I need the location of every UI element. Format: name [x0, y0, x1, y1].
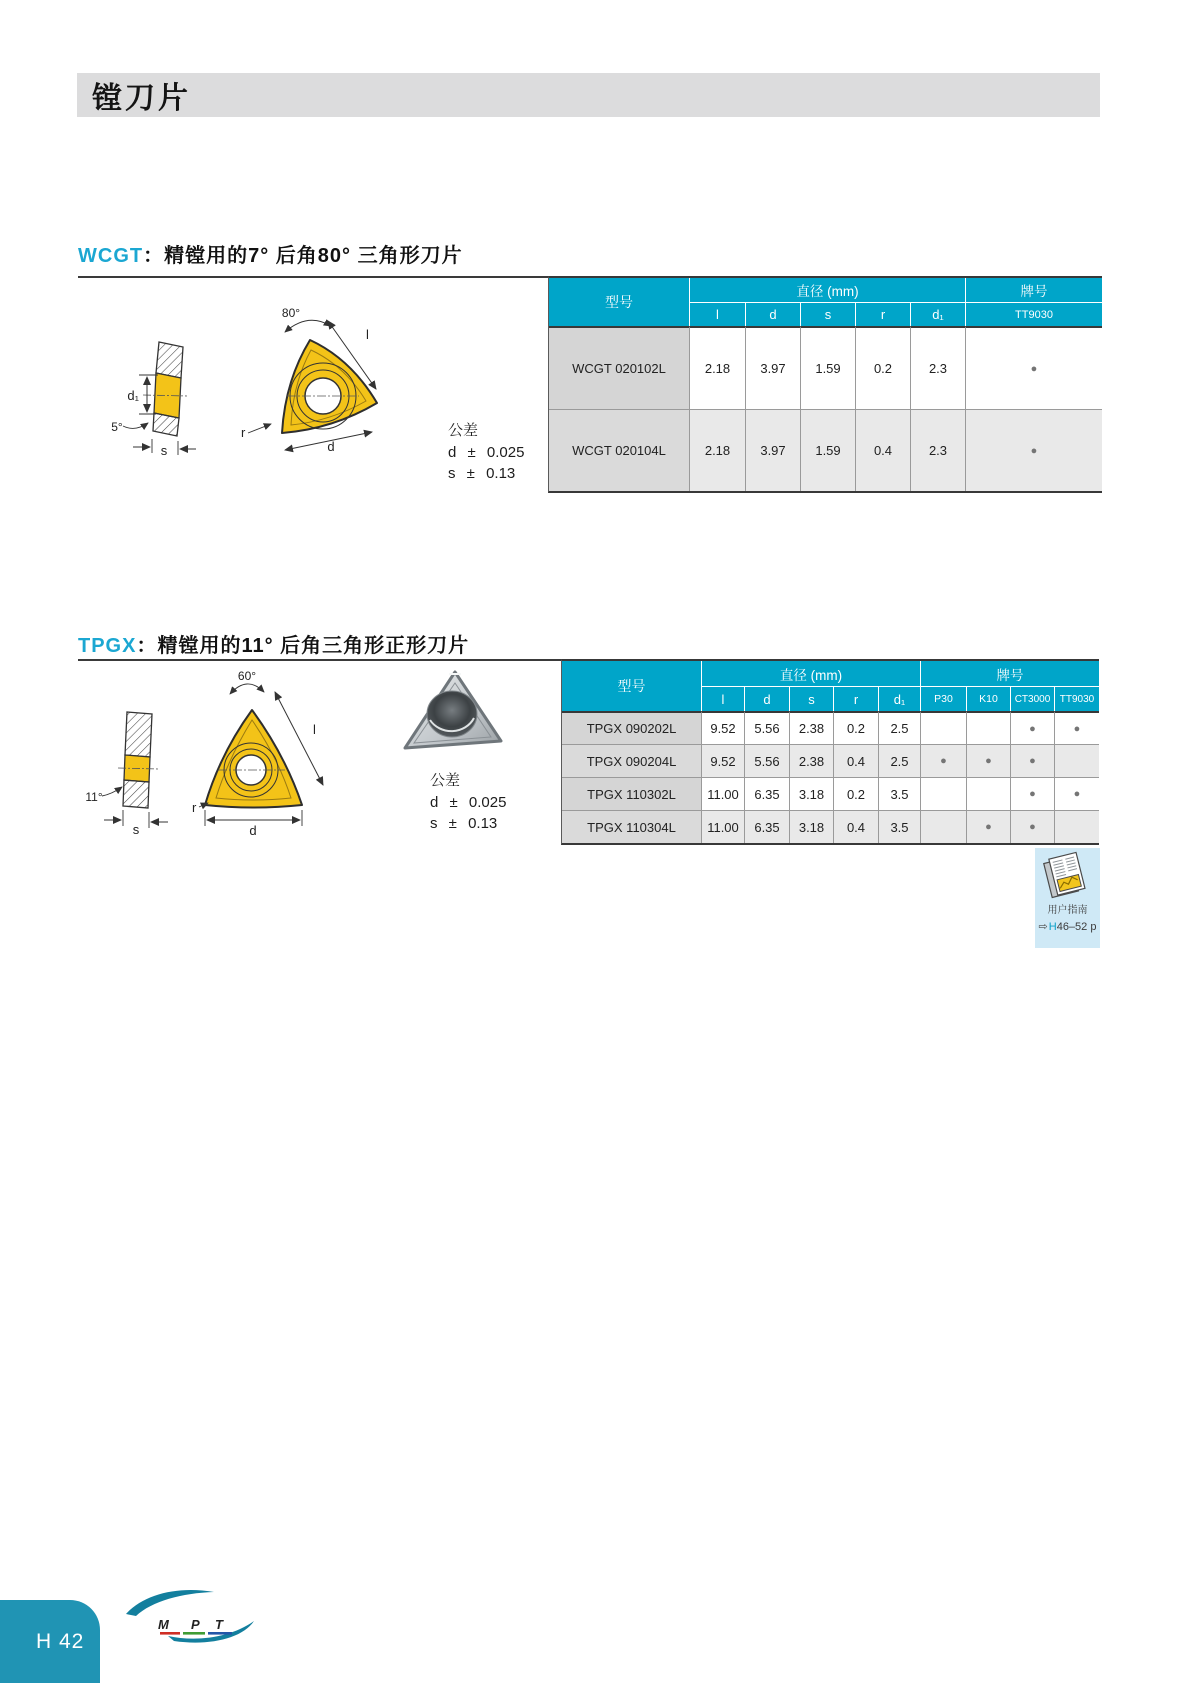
tpgx-series-code: TPGX	[78, 635, 137, 657]
table-cell: 6.35	[745, 777, 790, 810]
tpgx-col-k10: K10	[967, 687, 1011, 711]
table-cell: 0.4	[856, 409, 911, 491]
tpgx-col-p30: P30	[921, 687, 967, 711]
model-cell: WCGT 020104L	[549, 409, 690, 491]
page-number: H 42	[36, 1629, 85, 1653]
table-cell: 3.18	[790, 810, 834, 843]
availability-dot	[1055, 744, 1099, 777]
availability-dot	[921, 777, 967, 810]
availability-dot: ●	[966, 409, 1102, 491]
table-cell: 1.59	[801, 409, 856, 491]
wcgt-series-description: ：精镗用的7° 后角80° 三角形刀片	[143, 245, 463, 267]
user-guide-box	[1035, 848, 1100, 948]
tolerance-d: d ± 0.025	[430, 793, 507, 811]
tpgx-col-l: l	[702, 687, 745, 711]
availability-dot	[921, 810, 967, 843]
right-arrow-icon: ⇨	[1038, 921, 1048, 933]
wcgt-col-d1: d₁	[911, 303, 966, 326]
tolerance-title: 公差	[448, 422, 479, 439]
logo-letter-p: P	[191, 1617, 200, 1632]
table-cell: 2.5	[879, 711, 921, 744]
availability-dot	[967, 777, 1011, 810]
tpgx-s-label: s	[132, 822, 140, 837]
tpgx-insert-top-view	[192, 669, 323, 838]
tpgx-col-d1: d₁	[879, 687, 921, 711]
wcgt-series-code: WCGT	[78, 245, 144, 267]
table-cell: 2.18	[690, 326, 746, 409]
logo-letter-t: T	[215, 1617, 223, 1632]
availability-dot: ●	[1011, 711, 1055, 744]
availability-dot: ●	[1055, 777, 1099, 810]
page-title: 镗刀片	[92, 82, 191, 115]
tpgx-col-tt9030: TT9030	[1055, 687, 1099, 711]
wcgt-col-l: l	[690, 303, 746, 326]
wcgt-section-title	[78, 239, 463, 268]
wcgt-l-label: l	[366, 327, 369, 342]
tpgx-insert-photo	[395, 662, 510, 774]
wcgt-table	[548, 276, 1102, 493]
availability-dot: ●	[967, 810, 1011, 843]
wcgt-col-r: r	[856, 303, 911, 326]
tpgx-side-angle-label: 11°	[85, 790, 103, 804]
tpgx-series-description: ：精镗用的11° 后角三角形正形刀片	[136, 635, 470, 657]
table-cell: 2.38	[790, 711, 834, 744]
page-number-tab	[0, 1600, 100, 1683]
availability-dot	[1055, 810, 1099, 843]
tpgx-technical-drawing	[80, 660, 435, 838]
wcgt-col-s: s	[801, 303, 856, 326]
table-cell: 2.38	[790, 744, 834, 777]
wcgt-tolerance	[448, 420, 524, 485]
tpgx-col-d: d	[745, 687, 790, 711]
wcgt-col-diameter: 直径 (mm)	[690, 278, 966, 303]
model-cell: TPGX 110304L	[562, 810, 702, 843]
table-cell: 2.5	[879, 744, 921, 777]
tolerance-d: d ± 0.025	[448, 443, 525, 461]
table-cell: 6.35	[745, 810, 790, 843]
tpgx-section-title	[78, 629, 469, 658]
availability-dot	[921, 711, 967, 744]
tpgx-col-ct3000: CT3000	[1011, 687, 1055, 711]
table-cell: 0.2	[834, 711, 879, 744]
model-cell: TPGX 110302L	[562, 777, 702, 810]
page-header-bar	[77, 73, 1100, 117]
wcgt-side-angle-label: 5°	[111, 420, 123, 434]
model-cell: WCGT 020102L	[549, 326, 690, 409]
table-cell: 3.18	[790, 777, 834, 810]
table-cell: 0.4	[834, 744, 879, 777]
wcgt-r-label: r	[241, 425, 246, 440]
table-cell: 3.97	[746, 409, 801, 491]
availability-dot: ●	[1011, 810, 1055, 843]
table-cell: 3.97	[746, 326, 801, 409]
wcgt-col-d: d	[746, 303, 801, 326]
wcgt-top-angle-label: 80°	[281, 306, 301, 320]
wcgt-d-label: d	[327, 439, 335, 454]
availability-dot	[967, 711, 1011, 744]
availability-dot: ●	[1011, 744, 1055, 777]
table-cell: 0.2	[834, 777, 879, 810]
tpgx-col-r: r	[834, 687, 879, 711]
table-cell: 2.18	[690, 409, 746, 491]
tolerance-s: s ± 0.13	[430, 815, 498, 832]
table-cell: 3.5	[879, 810, 921, 843]
table-cell: 9.52	[702, 711, 745, 744]
user-guide-booklet-icon	[1042, 851, 1094, 899]
tpgx-col-s: s	[790, 687, 834, 711]
tpgx-top-angle-label: 60°	[237, 669, 257, 683]
wcgt-d1-label: d₁	[127, 388, 139, 403]
table-cell: 5.56	[745, 711, 790, 744]
table-cell: 2.3	[911, 409, 966, 491]
tpgx-l-label: l	[313, 722, 316, 737]
table-cell: 1.59	[801, 326, 856, 409]
tpgx-r-label: r	[192, 800, 197, 815]
logo-swoosh-top	[126, 1590, 214, 1616]
tpgx-col-model: 型号	[562, 661, 702, 711]
availability-dot: ●	[1011, 777, 1055, 810]
tolerance-title: 公差	[430, 772, 461, 789]
logo-tagline	[160, 1632, 232, 1635]
tpgx-tolerance	[430, 770, 506, 835]
wcgt-s-label: s	[160, 443, 168, 458]
wcgt-side-view	[111, 342, 196, 458]
tpgx-col-brand: 牌号	[921, 661, 1099, 687]
user-guide-page-ref: ⇨H46–52 p	[1038, 921, 1097, 933]
wcgt-title-rule	[78, 276, 548, 278]
availability-dot: ●	[967, 744, 1011, 777]
table-cell: 11.00	[702, 777, 745, 810]
wcgt-col-brand: 牌号	[966, 278, 1102, 303]
table-cell: 0.4	[834, 810, 879, 843]
table-cell: 3.5	[879, 777, 921, 810]
tolerance-s: s ± 0.13	[448, 465, 516, 482]
logo-swoosh-bottom	[168, 1621, 254, 1643]
table-cell: 0.2	[856, 326, 911, 409]
mpt-logo	[118, 1584, 268, 1646]
tpgx-d-label: d	[249, 823, 257, 838]
table-cell: 2.3	[911, 326, 966, 409]
user-guide-label: 用户指南	[1047, 905, 1088, 916]
wcgt-technical-drawing	[95, 295, 435, 470]
tpgx-table	[561, 659, 1099, 845]
availability-dot: ●	[921, 744, 967, 777]
table-cell: 9.52	[702, 744, 745, 777]
availability-dot: ●	[966, 326, 1102, 409]
table-cell: 5.56	[745, 744, 790, 777]
wcgt-col-tt9030: TT9030	[966, 303, 1102, 326]
availability-dot: ●	[1055, 711, 1099, 744]
tpgx-side-view	[85, 712, 168, 837]
model-cell: TPGX 090204L	[562, 744, 702, 777]
logo-letter-m: M	[158, 1617, 169, 1632]
tpgx-col-diameter: 直径 (mm)	[702, 661, 921, 687]
wcgt-col-model: 型号	[549, 278, 690, 326]
wcgt-insert-top-view	[241, 306, 377, 454]
table-cell: 11.00	[702, 810, 745, 843]
model-cell: TPGX 090202L	[562, 711, 702, 744]
